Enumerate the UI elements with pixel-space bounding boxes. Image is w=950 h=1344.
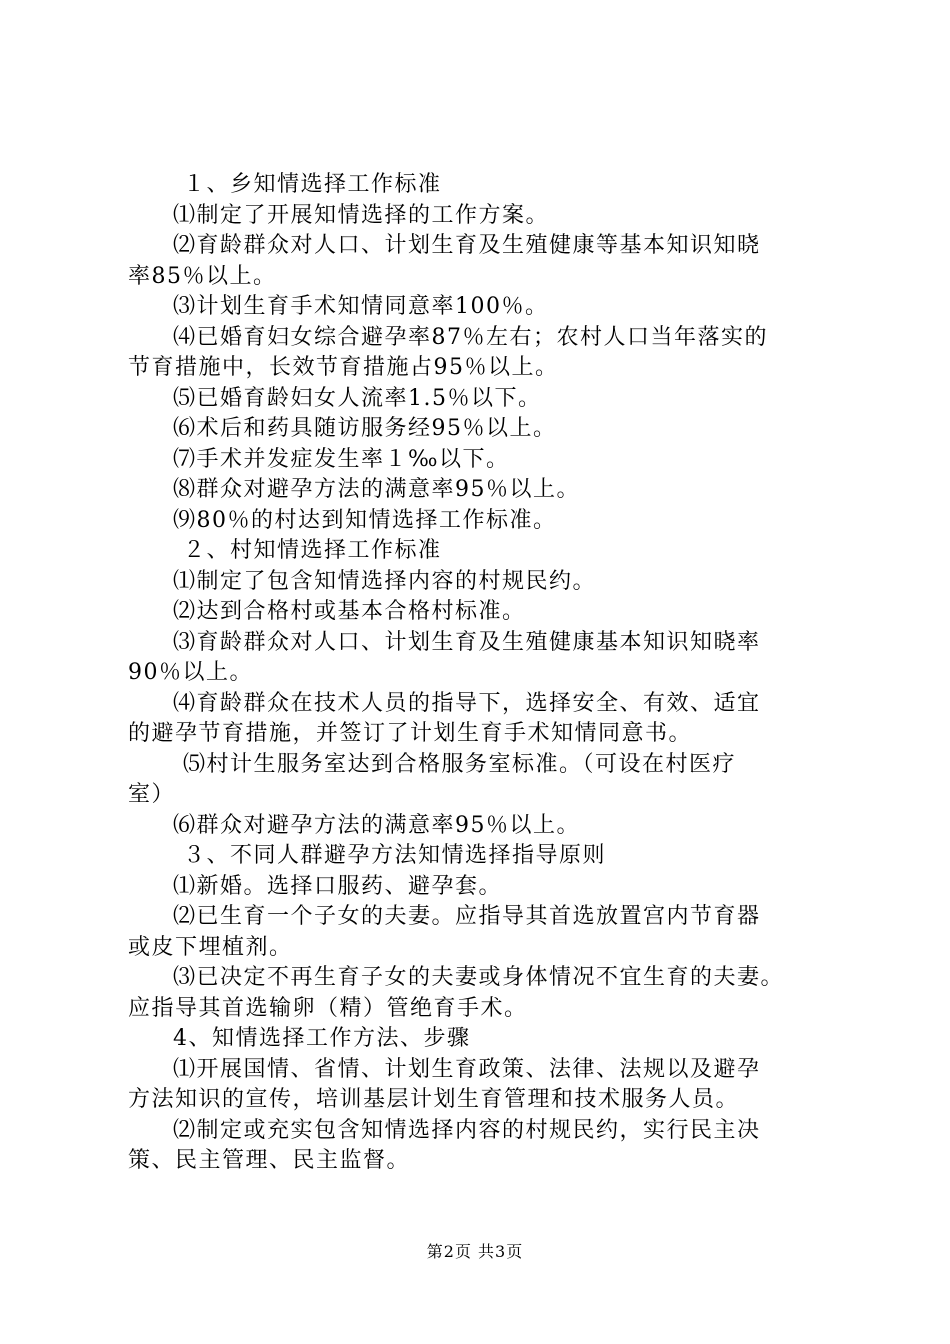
text-line: ⑷已婚育妇女综合避孕率87％左右；农村人口当年落实的: [173, 324, 768, 350]
text-line: 应指导其首选输卵（精）管绝育手术。: [128, 995, 528, 1021]
text-line: 率85％以上。: [128, 263, 277, 289]
text-line: 4、知情选择工作方法、步骤: [173, 1026, 471, 1051]
text-line: 节育措施中，长效节育措施占95％以上。: [128, 355, 559, 380]
text-line: ⑵已生育一个子女的夫妻。应指导其首选放置宫内节育器: [173, 904, 761, 929]
text-line: ⑵制定或充实包含知情选择内容的村规民约，实行民主决: [173, 1117, 761, 1143]
text-line: 室）: [128, 782, 176, 807]
text-line: 策、民主管理、民主监督。: [128, 1148, 411, 1173]
document-body: [128, 170, 838, 1177]
text-line: ⑴新婚。选择口服药、避孕套。: [173, 873, 503, 899]
text-line: ⑶已决定不再生育子女的夫妻或身体情况不宜生育的夫妻。: [173, 965, 785, 990]
text-line: ⑵育龄群众对人口、计划生育及生殖健康等基本知识知晓: [173, 233, 761, 258]
text-line: ⑵达到合格村或基本合格村标准。: [173, 599, 526, 624]
text-line: 方法知识的宣传，培训基层计划生育管理和技术服务人员。: [128, 1087, 740, 1112]
page-footer: 第2页 共3页: [426, 1242, 524, 1261]
text-line: ⑹术后和药具随访服务经95％以上。: [173, 416, 557, 441]
text-line: 或皮下埋植剂。: [128, 934, 293, 960]
text-line: ⑷育龄群众在技术人员的指导下，选择安全、有效、适宜: [173, 690, 761, 716]
text-line: ⑸村计生服务室达到合格服务室标准。（可设在村医疗: [183, 751, 737, 777]
text-line: ⑶育龄群众对人口、计划生育及生殖健康基本知识知晓率: [173, 629, 761, 655]
text-line: ２、村知情选择工作标准: [183, 538, 442, 563]
text-line: ⑴制定了包含知情选择内容的村规民约。: [173, 568, 597, 594]
text-line: ３、不同人群避孕方法知情选择指导原则: [183, 843, 607, 868]
text-line: ⑶计划生育手术知情同意率100％。: [173, 294, 549, 319]
text-line: 90％以上。: [128, 660, 253, 685]
text-line: 的避孕节育措施，并签订了计划生育手术知情同意书。: [128, 721, 693, 746]
text-line: ⑴制定了开展知情选择的工作方案。: [173, 202, 550, 228]
text-line: ⑻群众对避孕方法的满意率95％以上。: [173, 477, 580, 502]
text-line: ⑸已婚育龄妇女人流率1.5％以下。: [173, 385, 542, 411]
text-line: ⑴开展国情、省情、计划生育政策、法律、法规以及避孕: [173, 1056, 761, 1082]
text-line: ⑼80％的村达到知情选择工作标准。: [173, 507, 557, 533]
text-line: １、乡知情选择工作标准: [183, 172, 442, 197]
text-line: ⑺手术并发症发生率１‰以下。: [173, 446, 510, 472]
text-line: ⑹群众对避孕方法的满意率95％以上。: [173, 812, 580, 838]
